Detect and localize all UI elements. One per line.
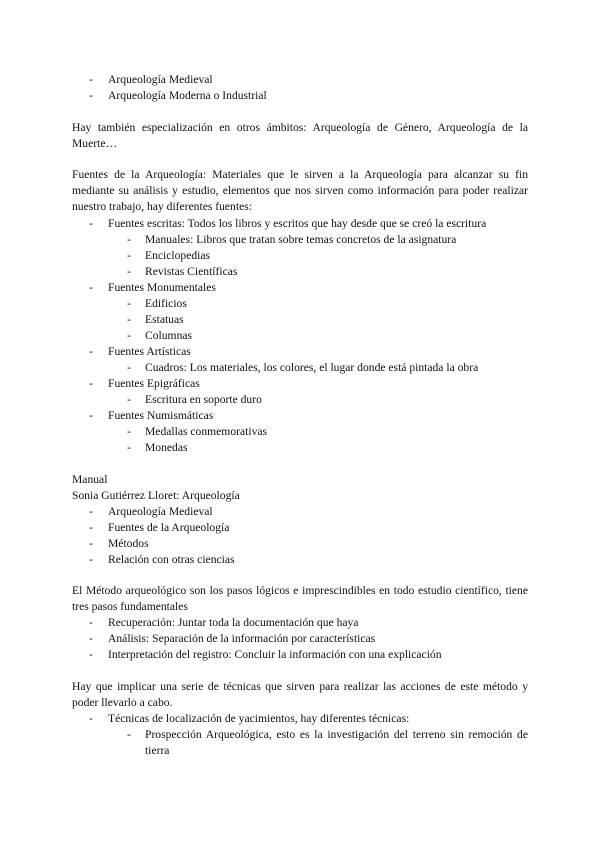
bullet-dash: - xyxy=(89,537,93,550)
bullet-dash: - xyxy=(127,361,131,374)
fuente-monumentales: Fuentes Monumentales xyxy=(108,281,216,294)
sub-list-item: Enciclopedias xyxy=(145,249,211,262)
bullet-dash: - xyxy=(127,233,131,246)
bullet-dash: - xyxy=(127,249,131,262)
bullet-dash: - xyxy=(89,409,93,422)
bullet-dash: - xyxy=(89,217,93,230)
sub-list-item: Revistas Científicas xyxy=(145,265,238,278)
sub-list-item: Edificios xyxy=(145,297,187,310)
bullet-dash: - xyxy=(89,521,93,534)
bullet-dash: - xyxy=(89,712,93,725)
bullet-dash: - xyxy=(89,377,93,390)
fuente-artisticas: Fuentes Artísticas xyxy=(108,345,191,358)
sub-list-item: Monedas xyxy=(145,441,188,454)
list-item: Arqueología Medieval xyxy=(108,73,213,86)
list-item: Métodos xyxy=(108,537,149,550)
list-item: Fuentes de la Arqueología xyxy=(108,521,230,534)
list-item: Relación con otras ciencias xyxy=(108,553,235,566)
bullet-dash: - xyxy=(89,281,93,294)
bullet-dash: - xyxy=(89,648,93,661)
list-item: Recuperación: Juntar toda la documentación que haya xyxy=(108,616,359,629)
paragraph-metodo: El Método arqueológico son los pasos lógicos e imprescindibles en todo estudio científico, tiene tres pasos fundamentales xyxy=(72,584,528,613)
bullet-dash: - xyxy=(89,632,93,645)
sub-list-item: Estatuas xyxy=(145,313,184,326)
sub-list-item: Escritura en soporte duro xyxy=(145,393,262,406)
sub-list-item: Cuadros: Los materiales, los colores, el lugar donde está pintada la obra xyxy=(145,361,479,374)
sub-list-item: Manuales: Libros que tratan sobre temas concretos de la asignatura xyxy=(145,233,457,246)
paragraph-fuentes: Fuentes de la Arqueología: Materiales que le sirven a la Arqueología para alcanzar su fin mediante su análisis y estudio, elementos que nos sirven como información para poder realizar nuestro trabajo, hay diferentes fuentes: xyxy=(72,168,528,213)
manual-heading: Manual xyxy=(72,473,108,486)
bullet-dash: - xyxy=(127,265,131,278)
paragraph-tecnicas: Hay que implicar una serie de técnicas que sirven para realizar las acciones de este método y poder llevarlo a cabo. xyxy=(72,680,528,709)
bullet-dash: - xyxy=(89,553,93,566)
bullet-dash: - xyxy=(89,89,93,102)
list-item: Técnicas de localización de yacimientos, hay diferentes técnicas: xyxy=(108,712,410,725)
bullet-dash: - xyxy=(89,345,93,358)
fuente-epigraficas: Fuentes Epigráficas xyxy=(108,377,200,390)
sub-list-item: Medallas conmemorativas xyxy=(145,425,268,438)
bullet-dash: - xyxy=(127,313,131,326)
fuente-numismaticas: Fuentes Numismáticas xyxy=(108,409,214,422)
list-item: Arqueología Moderna o Industrial xyxy=(108,89,267,102)
list-item: Arqueología Medieval xyxy=(108,505,213,518)
sub-list-item: Prospección Arqueológica, esto es la investigación del terreno sin remoción de tierra xyxy=(145,728,528,757)
bullet-dash: - xyxy=(127,297,131,310)
fuente-escritas: Fuentes escritas: Todos los libros y escritos que hay desde que se creó la escritura xyxy=(108,217,487,230)
bullet-dash: - xyxy=(127,728,131,741)
bullet-dash: - xyxy=(89,505,93,518)
manual-book: Sonia Gutiérrez Lloret: Arqueología xyxy=(72,489,240,502)
bullet-dash: - xyxy=(89,616,93,629)
bullet-dash: - xyxy=(127,441,131,454)
bullet-dash: - xyxy=(127,425,131,438)
list-item: Análisis: Separación de la información por características xyxy=(108,632,376,645)
bullet-dash: - xyxy=(127,393,131,406)
sub-list-item: Columnas xyxy=(145,329,193,342)
paragraph-specializations: Hay también especialización en otros ámbitos: Arqueología de Género, Arqueología de la Muerte… xyxy=(72,121,528,150)
list-item: Interpretación del registro: Concluir la información con una explicación xyxy=(108,648,442,661)
bullet-dash: - xyxy=(89,73,93,86)
bullet-dash: - xyxy=(127,329,131,342)
